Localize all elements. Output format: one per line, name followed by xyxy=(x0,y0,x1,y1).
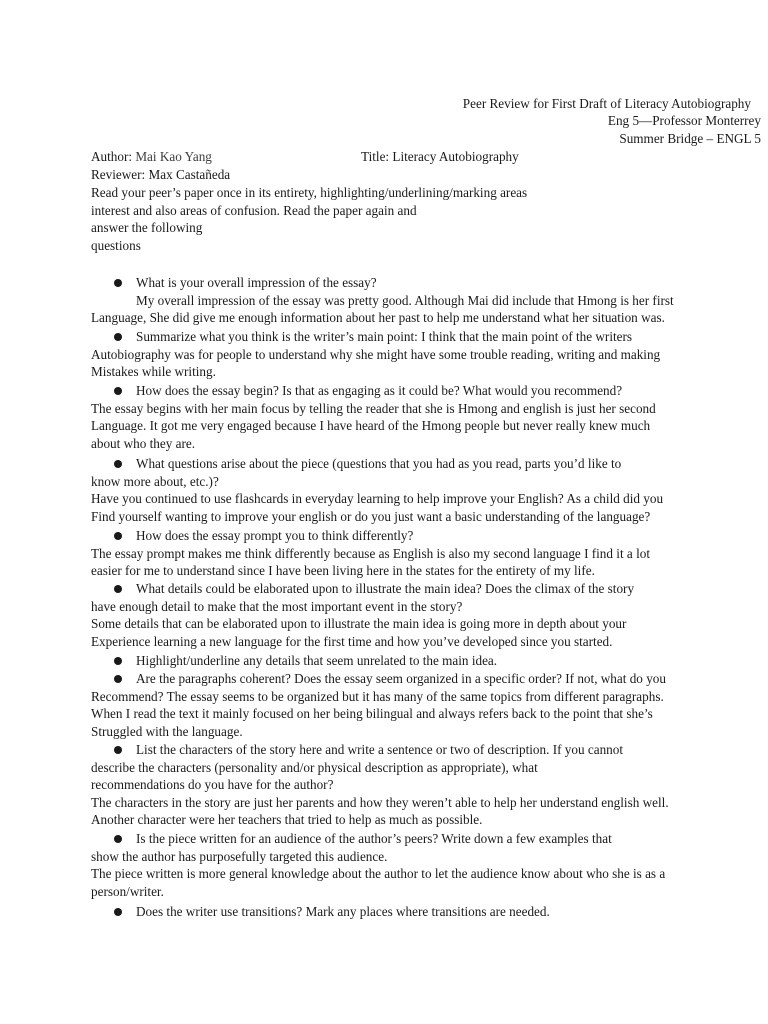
bullet-icon xyxy=(114,333,122,341)
reviewer-line: Reviewer: Max Castañeda xyxy=(91,167,231,182)
bullet-icon xyxy=(114,387,122,395)
question-text: have enough detail to make that the most important event in the story? xyxy=(91,598,463,614)
bullet-icon xyxy=(114,532,122,540)
question-text: describe the characters (personality and/or physical description as appropriate), what xyxy=(91,759,538,775)
answer-text: Another character were her teachers that tried to help as much as possible. xyxy=(91,812,483,828)
bullet-icon xyxy=(114,835,122,843)
question-text: know more about, etc.)? xyxy=(91,473,219,489)
answer-text: easier for me to understand since I have been living here in the states for the entirety of my life. xyxy=(91,563,595,579)
essay-title: Title: Literacy Autobiography xyxy=(361,149,519,164)
instruction-line: Read your peer’s paper once in its entirety, highlighting/underlining/marking areas xyxy=(91,185,528,200)
question-text: recommendations do you have for the author? xyxy=(91,777,334,793)
instruction-line: questions xyxy=(91,237,141,253)
header-program: Summer Bridge – ENGL 5 xyxy=(619,131,761,146)
question-text: How does the essay begin? Is that as engaging as it could be? What would you recommend? xyxy=(136,383,623,398)
author-name: Mai Kao Yang xyxy=(135,149,212,164)
question-text: What questions arise about the piece (questions that you had as you read, parts you’d like to xyxy=(136,456,622,471)
header-course: Eng 5—Professor Monterrey xyxy=(607,113,761,128)
author-line xyxy=(91,148,212,165)
instruction-line: answer the following xyxy=(91,220,203,236)
bullet-icon xyxy=(114,279,122,287)
question-text: How does the essay prompt you to think differently? xyxy=(136,528,414,543)
answer-text: Experience learning a new language for the first time and how you’ve developed since you started. xyxy=(91,633,613,649)
question-text: Summarize what you think is the writer’s main point: I think that the main point of the writers xyxy=(136,329,633,344)
question-text: List the characters of the story here and write a sentence or two of description. If you cannot xyxy=(136,742,624,757)
question-text: Highlight/underline any details that seem unrelated to the main idea. xyxy=(136,653,498,668)
answer-text: Find yourself wanting to improve your english or do you just want a basic understanding of the language? xyxy=(91,508,651,524)
answer-text: Have you continued to use flashcards in everyday learning to help improve your English? As a child did you xyxy=(91,491,664,507)
answer-text: My overall impression of the essay was pretty good. Although Mai did include that Hmong is her first xyxy=(136,292,674,308)
bullet-icon xyxy=(114,746,122,754)
question-text: Recommend? The essay seems to be organized but it has many of the same topics from different paragraphs. xyxy=(91,688,664,704)
bullet-icon xyxy=(114,675,122,683)
answer-text: Struggled with the language. xyxy=(91,723,243,739)
header-title: Peer Review for First Draft of Literacy Autobiography xyxy=(462,96,751,111)
answer-text: Some details that can be elaborated upon to illustrate the main idea is going more in depth about your xyxy=(91,616,627,632)
bullet-icon xyxy=(114,460,122,468)
question-text: Does the writer use transitions? Mark any places where transitions are needed. xyxy=(136,904,550,919)
answer-text: The piece written is more general knowledge about the author to let the audience know about who she is as a xyxy=(91,866,666,882)
answer-text: Language, She did give me enough information about her past to help me understand what her situation was. xyxy=(91,310,665,326)
bullet-icon xyxy=(114,908,122,916)
answer-text: The essay prompt makes me think differently because as English is also my second language I find it a lot xyxy=(91,545,650,561)
question-text: Is the piece written for an audience of the author’s peers? Write down a few examples that xyxy=(136,831,612,846)
author-label: Author: xyxy=(91,149,133,164)
bullet-icon xyxy=(114,657,122,665)
question-text: Mistakes while writing. xyxy=(91,364,216,380)
question-text: Are the paragraphs coherent? Does the essay seem organized in a specific order? If not, what do you xyxy=(136,671,666,686)
bullet-icon xyxy=(114,585,122,593)
answer-text: person/writer. xyxy=(91,883,164,899)
answer-text: When I read the text it mainly focused on her being bilingual and always refers back to the point that she’s xyxy=(91,706,653,722)
question-text: Autobiography was for people to understand why she might have some trouble reading, writing and making xyxy=(91,346,661,362)
question-text: show the author has purposefully targeted this audience. xyxy=(91,848,388,864)
answer-text: The essay begins with her main focus by telling the reader that she is Hmong and english is just her second xyxy=(91,400,656,416)
answer-text: Language. It got me very engaged because I have heard of the Hmong people but never really knew much xyxy=(91,418,651,434)
question-text: What details could be elaborated upon to illustrate the main idea? Does the climax of the story xyxy=(136,581,635,596)
question-text: What is your overall impression of the essay? xyxy=(136,275,377,290)
instruction-line: interest and also areas of confusion. Read the paper again and xyxy=(91,202,417,218)
answer-text: about who they are. xyxy=(91,435,195,451)
answer-text: The characters in the story are just her parents and how they weren’t able to help her understand english well. xyxy=(91,794,669,810)
